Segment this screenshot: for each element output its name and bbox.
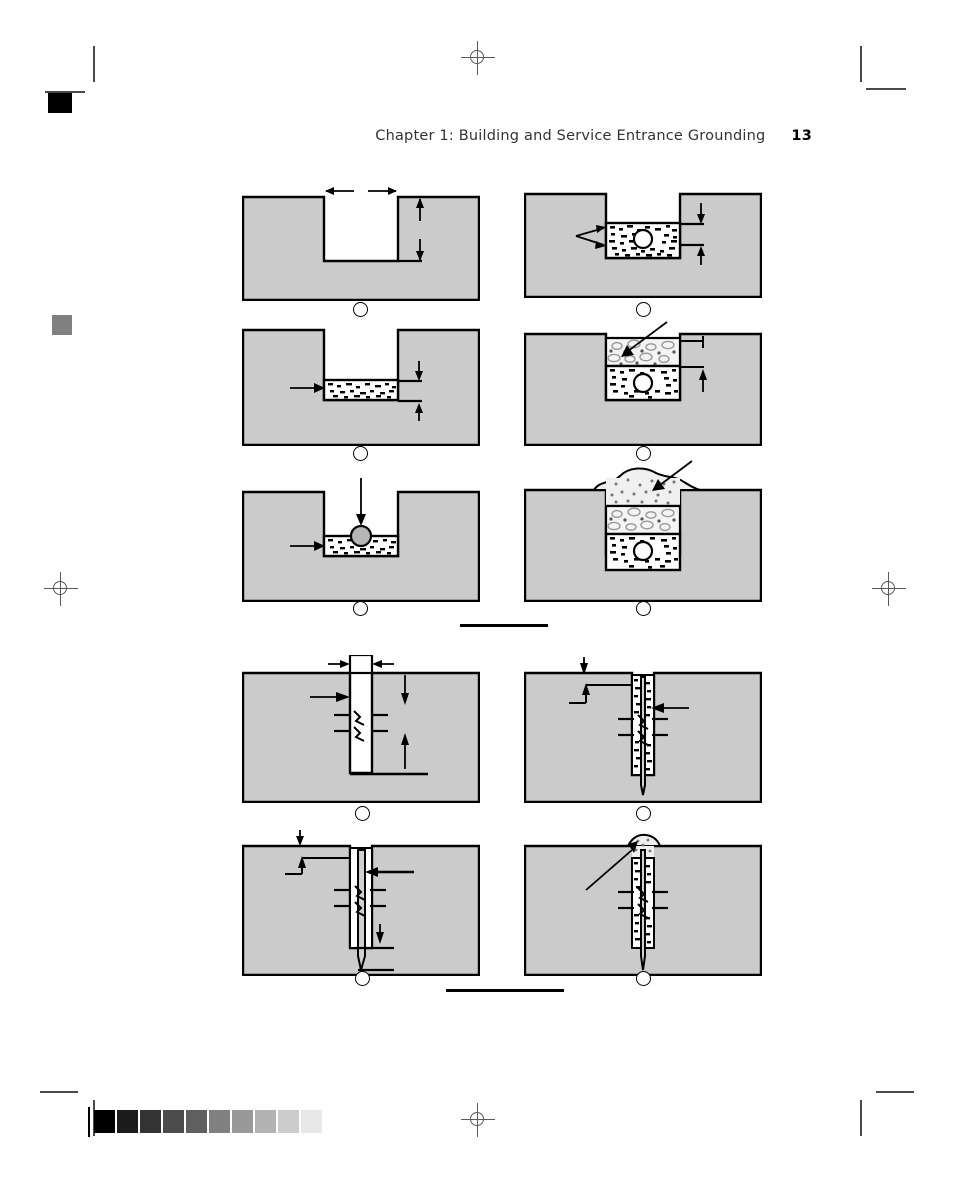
panel-trench-excavation [242, 183, 480, 301]
crop-mark-top-left [93, 46, 95, 82]
wedge-swatch-6 [232, 1110, 253, 1133]
panel-conductor-in-granular-backfill [524, 183, 762, 298]
50-percent-gray-block [52, 315, 72, 335]
grounding-conductor [634, 542, 652, 560]
registration-target-left [44, 572, 78, 606]
registration-ring [470, 1112, 484, 1126]
registration-target-right [872, 572, 906, 606]
panel-rod-inserted-in-bore [242, 828, 480, 976]
panel-rod-installation-complete [524, 828, 762, 976]
panel-final-backfill-mounded [524, 458, 762, 602]
panel-callout-6[interactable] [636, 601, 651, 616]
registration-ring [470, 50, 484, 64]
panel-callout-8[interactable] [636, 806, 651, 821]
panel-callout-5[interactable] [353, 601, 368, 616]
panel-callout-1[interactable] [353, 302, 368, 317]
placement-arrow [356, 478, 366, 526]
grounding-conductor [634, 374, 652, 392]
panel-bored-hole [242, 655, 480, 803]
soil-mass [243, 197, 479, 300]
wedge-swatch-8 [278, 1110, 299, 1133]
wedge-swatch-7 [255, 1110, 276, 1133]
crop-mark-right-mid [876, 1091, 914, 1093]
registration-target-bottom [461, 1103, 495, 1137]
figure-caption-rule-1 [460, 624, 548, 627]
page-number: 13 [791, 128, 812, 144]
crop-mark-top-right [860, 46, 862, 82]
panel-conductor-lowered-onto-bedding [242, 478, 480, 602]
panel-callout-7[interactable] [355, 806, 370, 821]
registration-ring [53, 581, 67, 595]
running-header [0, 128, 812, 144]
figure-caption-rule-2 [446, 989, 564, 992]
wedge-swatch-4 [186, 1110, 207, 1133]
panel-callout-3[interactable] [353, 446, 368, 461]
registration-ring [881, 581, 895, 595]
registration-target-top [461, 41, 495, 75]
wedge-swatch-3 [163, 1110, 184, 1133]
page-title: Chapter 1: Building and Service Entrance Grounding [375, 128, 766, 144]
density-block [48, 93, 72, 113]
soil-mass [243, 673, 479, 802]
top-dimension-arrow [296, 830, 304, 846]
wedge-swatch-5 [209, 1110, 230, 1133]
wedge-start-bar [88, 1107, 90, 1137]
wedge-swatch-0 [94, 1110, 115, 1133]
crop-mark-bottom-right [860, 1100, 862, 1136]
crop-mark-left-mid [40, 1091, 78, 1093]
panel-callout-9[interactable] [355, 971, 370, 986]
crop-mark-top-right-h [866, 88, 906, 90]
bore-hole-top [350, 655, 372, 673]
wedge-swatch-2 [140, 1110, 161, 1133]
panel-callout-2[interactable] [636, 302, 651, 317]
grounding-conductor [351, 526, 371, 546]
grounding-conductor [634, 230, 652, 248]
wedge-swatch-1 [117, 1110, 138, 1133]
panel-callout-10[interactable] [636, 971, 651, 986]
wedge-swatch-9 [301, 1110, 322, 1133]
width-dimension-arrows [325, 187, 397, 195]
panel-rod-with-granular-backfill [524, 655, 762, 803]
panel-aggregate-layer-over-conductor [524, 320, 762, 446]
panel-bedding-layer-placed [242, 328, 480, 446]
grayscale-step-wedge [94, 1110, 322, 1133]
